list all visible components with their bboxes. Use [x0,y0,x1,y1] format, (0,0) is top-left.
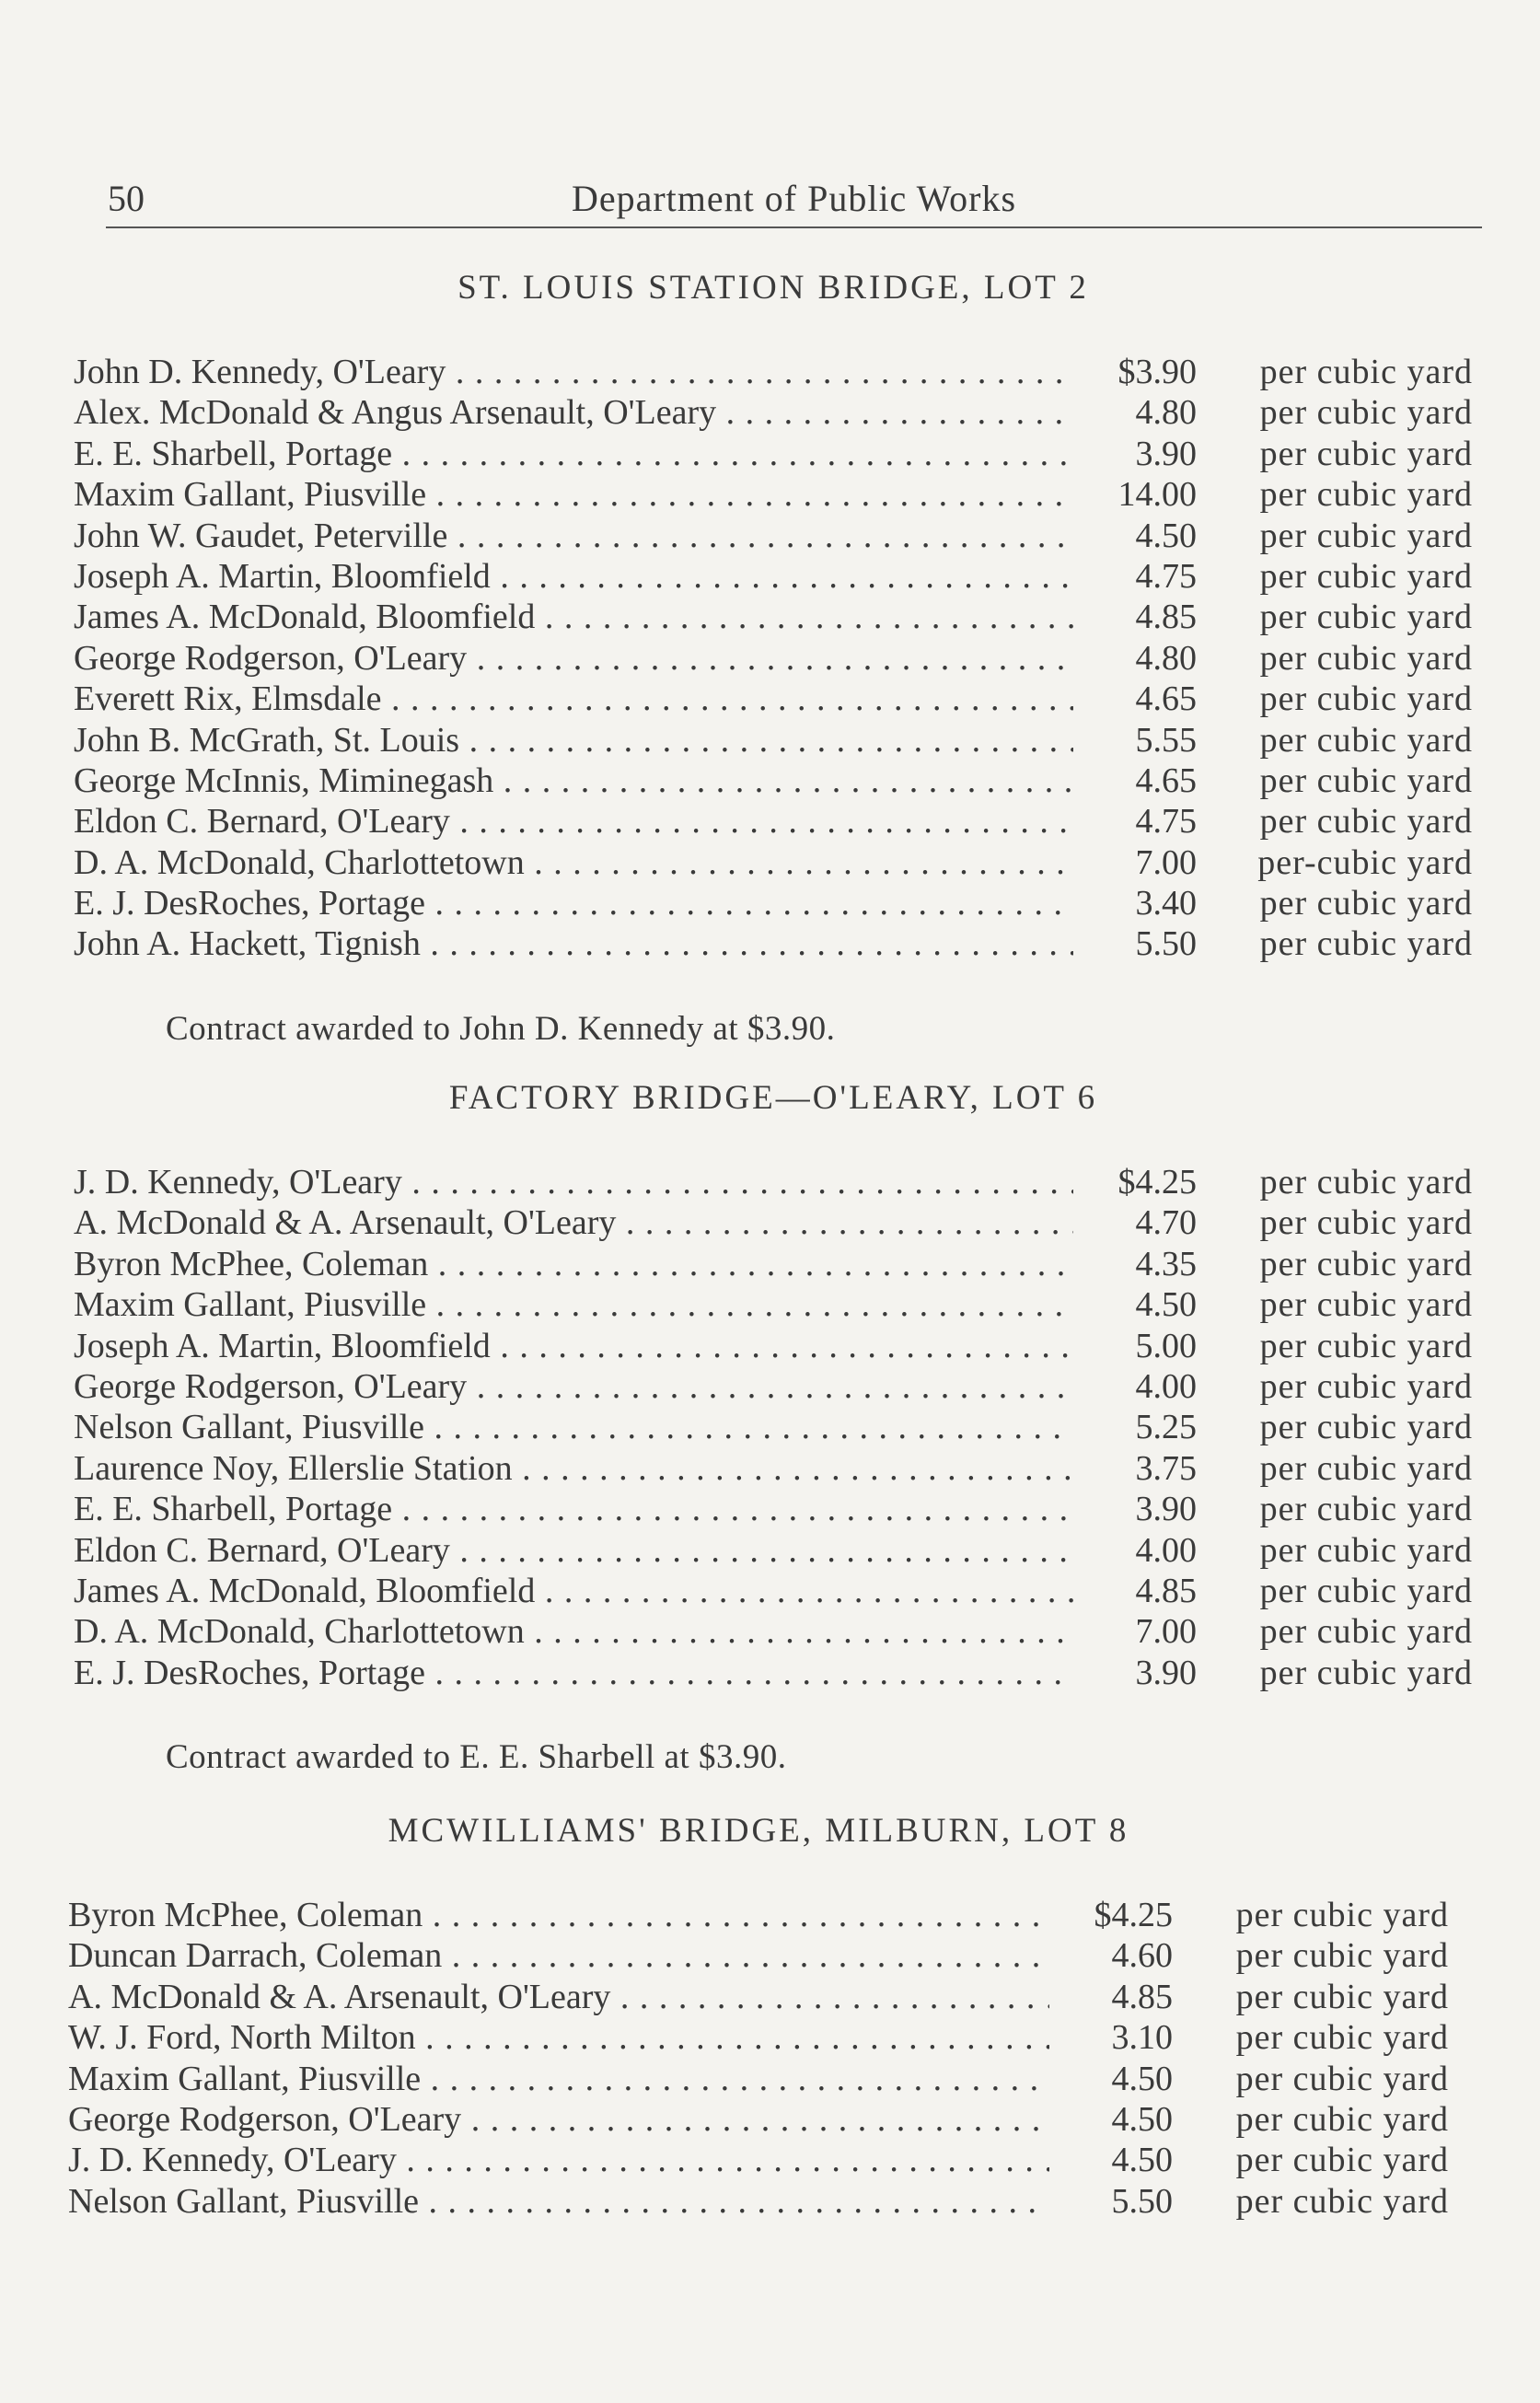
bid-unit: per cubic yard [1259,1244,1473,1283]
bid-row [68,1935,1449,1976]
bidder-name: D. A. McDonald, Charlottetown . . . [74,842,1073,883]
bid-unit: per cubic yard [1235,1936,1449,1976]
bid-price: $4.25 [1094,1896,1173,1934]
bid-row [74,679,1473,719]
bid-row [74,1653,1473,1693]
page-number: 50 [108,178,145,219]
bid-price: 5.50 [1111,2181,1173,2221]
bid-row [74,1530,1473,1571]
bidder-name: A. McDonald & A. Arsenault, O'Leary . . . [68,1977,1049,2017]
bidder-name: John B. McGrath, St. Louis . . . [74,720,1073,760]
contract-award: Contract awarded to E. E. Sharbell at $3.90. [166,1738,787,1777]
bid-price: 4.60 [1111,1936,1173,1976]
bid-price: 4.50 [1135,516,1197,555]
bid-price: 4.80 [1135,393,1197,433]
bid-row [68,1895,1449,1935]
bid-row [68,2181,1449,2222]
bid-unit: per cubic yard [1259,1490,1473,1529]
bid-unit: per cubic yard [1259,1163,1473,1202]
bid-unit: per cubic yard [1259,1285,1473,1325]
bidder-name: Nelson Gallant, Piusville . . . [74,1407,1073,1447]
bid-row [74,1202,1473,1243]
bid-price: 3.90 [1135,1653,1197,1692]
bid-row [74,1611,1473,1652]
bid-unit: per cubic yard [1259,598,1473,637]
bidder-name: E. E. Sharbell, Portage . . . [74,434,1073,474]
bid-unit: per cubic yard [1259,1203,1473,1243]
bidder-name: Maxim Gallant, Piusville . . . [68,2059,1049,2099]
bid-row [74,760,1473,801]
bidder-name: James A. McDonald, Bloomfield . . . [74,597,1073,637]
bid-row [74,1489,1473,1529]
bid-row [68,1977,1449,2017]
section-title: MCWILLIAMS' BRIDGE, MILBURN, LOT 8 [388,1812,1129,1850]
bid-price: 4.00 [1135,1366,1197,1406]
bid-unit: per cubic yard [1235,2059,1449,2098]
bidder-name: John W. Gaudet, Peterville . . . [74,516,1073,556]
bid-row [74,1366,1473,1407]
bid-price: 4.75 [1135,802,1197,842]
bid-price: 4.80 [1135,638,1197,678]
bid-row [74,597,1473,637]
bidder-name: Duncan Darrach, Coleman . . . [68,1935,1049,1976]
bid-list [74,352,1473,965]
contract-award: Contract awarded to John D. Kennedy at $3.90. [166,1009,836,1048]
bidder-name: George Rodgerson, O'Leary . . . [68,2099,1049,2140]
bid-price: 4.65 [1135,760,1197,800]
bidder-name: D. A. McDonald, Charlottetown . . . [74,1611,1073,1652]
bid-unit: per cubic yard [1259,884,1473,923]
bidder-name: E. E. Sharbell, Portage . . . [74,1489,1073,1529]
bid-unit: per cubic yard [1259,393,1473,433]
bid-row [74,801,1473,842]
bid-unit: per cubic yard [1259,1326,1473,1365]
bidder-name: John D. Kennedy, O'Leary . . . [74,352,1073,392]
bid-row [74,352,1473,392]
bid-price: 4.50 [1111,2099,1173,2139]
bidder-name: James A. McDonald, Bloomfield . . . [74,1571,1073,1611]
bid-unit: per cubic yard [1259,475,1473,515]
section-mcwilliams-bridge [68,1805,1449,2222]
bidder-name: Joseph A. Martin, Bloomfield . . . [74,556,1073,597]
bidder-name: John A. Hackett, Tignish . . . [74,923,1073,964]
bid-row [74,720,1473,760]
bid-price: 4.50 [1135,1285,1197,1325]
bid-unit: per cubic yard [1259,1653,1473,1692]
bid-row [74,1162,1473,1202]
bid-unit: per cubic yard [1259,1408,1473,1447]
bidder-name: Byron McPhee, Coleman . . . [68,1895,1049,1935]
bid-unit: per cubic yard [1235,1896,1449,1934]
bid-unit: per cubic yard [1235,2181,1449,2221]
bid-row [74,516,1473,556]
bid-unit: per cubic yard [1259,516,1473,555]
bid-price: 4.75 [1135,556,1197,596]
bid-price: 5.50 [1135,924,1197,964]
bid-unit: per cubic yard [1259,638,1473,678]
bid-row [74,842,1473,883]
bid-price: 14.00 [1117,475,1197,515]
bid-unit: per cubic yard [1259,434,1473,473]
bidder-name: Maxim Gallant, Piusville . . . [74,474,1073,515]
bid-price: 7.00 [1135,842,1197,882]
bidder-name: A. McDonald & A. Arsenault, O'Leary . . . [74,1202,1073,1243]
section-factory-bridge [74,1072,1473,1785]
bid-unit: per cubic yard [1259,679,1473,719]
bid-price: $4.25 [1117,1163,1197,1202]
bid-price: 4.65 [1135,679,1197,719]
bid-unit: per cubic yard [1259,760,1473,800]
bid-price: 7.00 [1135,1612,1197,1652]
bid-row [74,556,1473,597]
bid-unit: per cubic yard [1235,2099,1449,2139]
bidder-name: Alex. McDonald & Angus Arsenault, O'Leary . . . [74,392,1073,433]
bid-price: 5.25 [1135,1408,1197,1447]
bid-row [74,923,1473,964]
bid-row [74,1448,1473,1489]
bid-unit: per cubic yard [1259,924,1473,964]
bidder-name: Everett Rix, Elmsdale . . . [74,679,1073,719]
bid-price: 5.55 [1135,720,1197,760]
section-title: FACTORY BRIDGE—O'LEARY, LOT 6 [448,1079,1098,1117]
bid-price: 4.50 [1111,2141,1173,2180]
bid-row [74,883,1473,923]
bid-price: 4.50 [1111,2059,1173,2098]
bid-row [74,1571,1473,1611]
bid-row [74,1326,1473,1366]
bid-price: 3.90 [1135,1490,1197,1529]
page-header [106,173,1482,228]
bid-unit: per cubic yard [1259,556,1473,596]
bid-price: 4.70 [1135,1203,1197,1243]
bidder-name: George McInnis, Miminegash . . . [74,760,1073,801]
bid-price: 4.35 [1135,1244,1197,1283]
bidder-name: George Rodgerson, O'Leary . . . [74,1366,1073,1407]
bid-row [74,638,1473,679]
bidder-name: Joseph A. Martin, Bloomfield . . . [74,1326,1073,1366]
bid-row [74,474,1473,515]
bidder-name: J. D. Kennedy, O'Leary . . . [68,2140,1049,2180]
running-title: Department of Public Works [571,178,1017,219]
bid-price: 4.00 [1135,1530,1197,1570]
bid-price: 4.85 [1135,598,1197,637]
bid-row [68,2059,1449,2099]
bidder-name: J. D. Kennedy, O'Leary . . . [74,1162,1073,1202]
section-title: ST. LOUIS STATION BRIDGE, LOT 2 [457,269,1089,307]
bid-unit: per cubic yard [1235,1977,1449,2016]
bid-price: 5.00 [1135,1326,1197,1365]
bid-unit: per-cubic yard [1257,842,1473,882]
bid-list [68,1895,1449,2222]
bid-price: 3.10 [1111,2018,1173,2058]
bid-unit: per cubic yard [1259,1530,1473,1570]
bid-price: 4.85 [1135,1571,1197,1610]
bid-row [74,1284,1473,1325]
bid-unit: per cubic yard [1259,1448,1473,1488]
bidder-name: E. J. DesRoches, Portage . . . [74,1653,1073,1693]
bid-unit: per cubic yard [1235,2018,1449,2058]
bidder-name: Laurence Noy, Ellerslie Station . . . [74,1448,1073,1489]
bid-row [74,434,1473,474]
bid-row [68,2140,1449,2180]
bid-unit: per cubic yard [1259,1366,1473,1406]
bid-price: 3.40 [1135,884,1197,923]
bidder-name: Eldon C. Bernard, O'Leary . . . [74,801,1073,842]
bid-row [74,1407,1473,1447]
bid-row [74,392,1473,433]
bidder-name: Nelson Gallant, Piusville . . . [68,2181,1049,2222]
bid-list [74,1162,1473,1693]
bid-unit: per cubic yard [1235,2141,1449,2180]
section-st-louis-station-bridge [74,261,1473,1057]
bidder-name: W. J. Ford, North Milton . . . [68,2017,1049,2058]
bidder-name: Eldon C. Bernard, O'Leary . . . [74,1530,1073,1571]
bidder-name: Byron McPhee, Coleman . . . [74,1244,1073,1284]
bidder-name: George Rodgerson, O'Leary . . . [74,638,1073,679]
bid-row [68,2099,1449,2140]
bid-price: 3.90 [1135,434,1197,473]
bid-price: $3.90 [1117,353,1197,391]
bid-unit: per cubic yard [1259,1612,1473,1652]
bid-price: 3.75 [1135,1448,1197,1488]
bidder-name: E. J. DesRoches, Portage . . . [74,883,1073,923]
bidder-name: Maxim Gallant, Piusville . . . [74,1284,1073,1325]
bid-row [68,2017,1449,2058]
bid-row [74,1244,1473,1284]
bid-unit: per cubic yard [1259,1571,1473,1610]
bid-price: 4.85 [1111,1977,1173,2016]
bid-unit: per cubic yard [1259,353,1473,391]
bid-unit: per cubic yard [1259,802,1473,842]
bid-unit: per cubic yard [1259,720,1473,760]
